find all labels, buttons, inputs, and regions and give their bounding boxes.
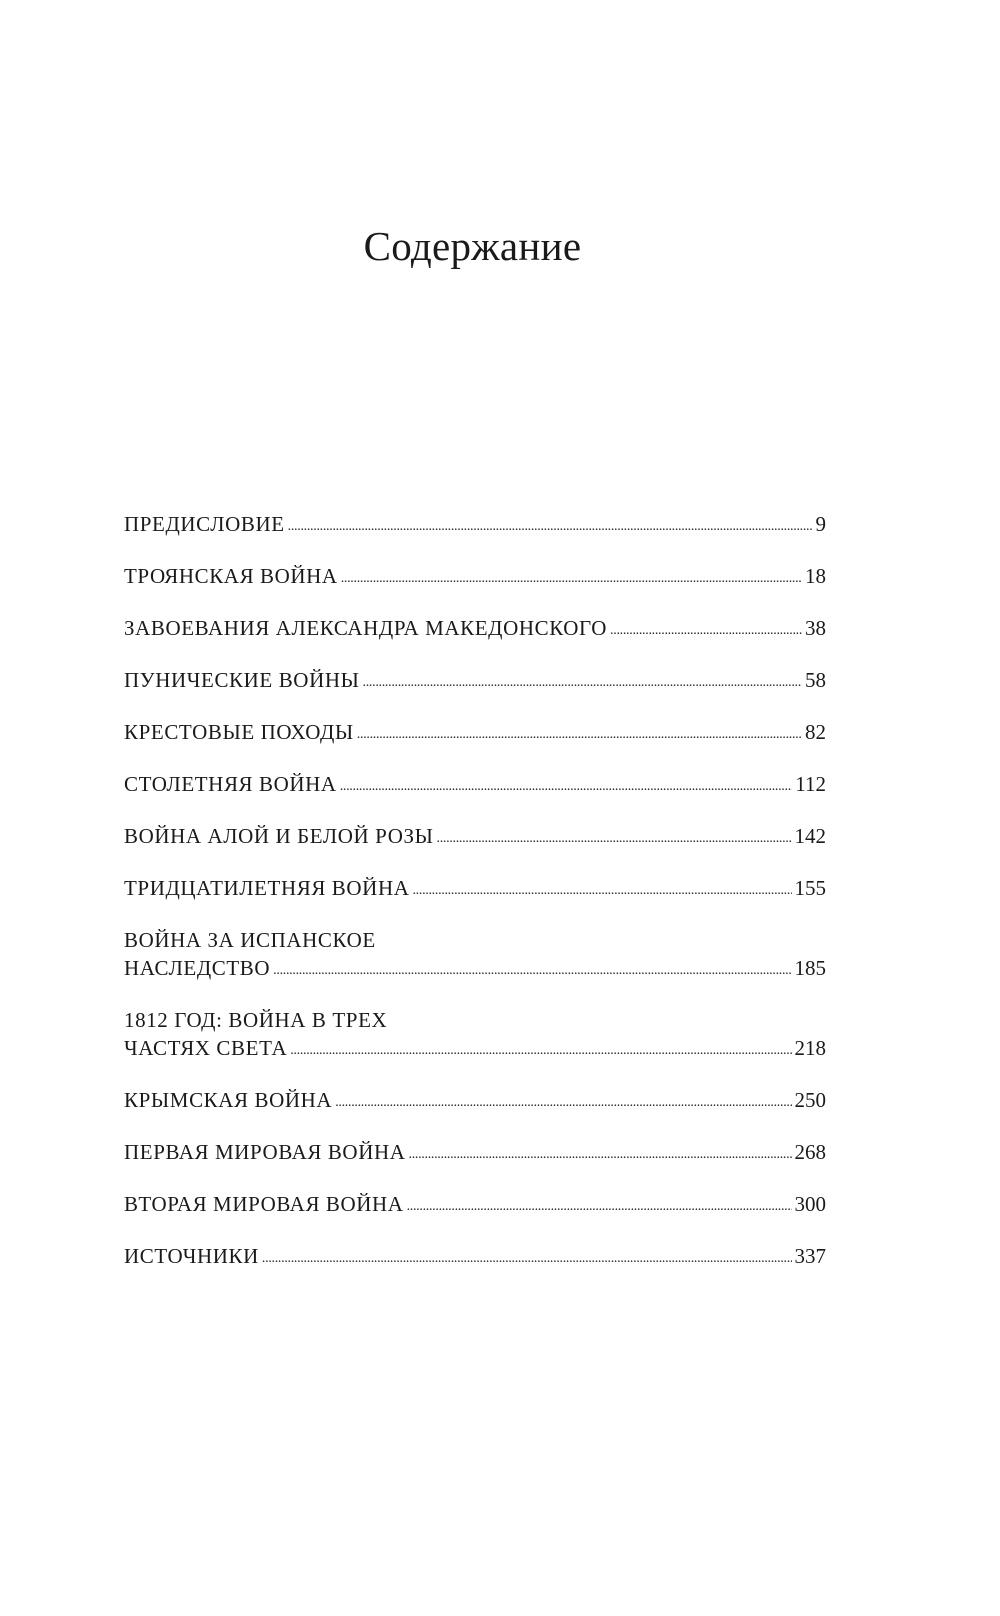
toc-entry-1812[interactable] <box>124 1006 826 1066</box>
toc-line <box>124 1138 826 1170</box>
toc-page-number: 18 <box>805 564 826 588</box>
toc-line <box>124 718 826 750</box>
toc-dot-leader <box>412 877 791 905</box>
toc-entry-title: ТРИДЦАТИЛЕТНЯЯ ВОЙНА <box>124 876 410 900</box>
toc-entry-preface[interactable] <box>124 510 826 542</box>
toc-entry-title-first-line: 1812 ГОД: ВОЙНА В ТРЕХ <box>124 1008 388 1032</box>
toc-entry-spanish-succession[interactable] <box>124 926 826 986</box>
toc-dot-leader <box>610 617 802 645</box>
toc-entry-hundred-years-war[interactable] <box>124 770 826 802</box>
toc-dot-leader <box>363 669 802 697</box>
toc-page-number: 218 <box>794 1036 826 1060</box>
toc-entry-title: ВОЙНА АЛОЙ И БЕЛОЙ РОЗЫ <box>124 824 434 848</box>
toc-line <box>124 562 826 594</box>
toc-page-number: 38 <box>805 616 826 640</box>
toc-entry-title: СТОЛЕТНЯЯ ВОЙНА <box>124 772 337 796</box>
toc-entry-title: ПУНИЧЕСКИЕ ВОЙНЫ <box>124 668 360 692</box>
toc-page-number: 58 <box>805 668 826 692</box>
toc-line <box>124 770 826 802</box>
toc-page-number: 155 <box>794 876 826 900</box>
toc-entry-title: ЧАСТЯХ СВЕТА <box>124 1036 288 1060</box>
page-title: Содержание <box>363 223 582 269</box>
toc-dot-leader <box>262 1245 792 1273</box>
toc-entry-title: ИСТОЧНИКИ <box>124 1244 259 1268</box>
toc-line <box>124 954 826 986</box>
toc-line <box>124 1242 826 1274</box>
toc-entry-title: ПЕРВАЯ МИРОВАЯ ВОЙНА <box>124 1140 406 1164</box>
toc-dot-leader <box>341 565 802 593</box>
toc-entry-sources[interactable] <box>124 1242 826 1274</box>
toc-entry-wars-of-the-roses[interactable] <box>124 822 826 854</box>
toc-line <box>124 1190 826 1222</box>
toc-page-number: 300 <box>794 1192 826 1216</box>
toc-line <box>124 614 826 646</box>
toc-line <box>124 510 826 542</box>
toc-entry-trojan-war[interactable] <box>124 562 826 594</box>
toc-entry-world-war-2[interactable] <box>124 1190 826 1222</box>
toc-page-number: 250 <box>794 1088 826 1112</box>
toc-entry-alexander-conquests[interactable] <box>124 614 826 646</box>
toc-entry-title: КРЫМСКАЯ ВОЙНА <box>124 1088 333 1112</box>
toc-entry-title: ТРОЯНСКАЯ ВОЙНА <box>124 564 338 588</box>
toc-entry-crusades[interactable] <box>124 718 826 750</box>
toc-dot-leader <box>290 1037 791 1065</box>
toc-entry-title: ЗАВОЕВАНИЯ АЛЕКСАНДРА МАКЕДОНСКОГО <box>124 616 608 640</box>
toc-line <box>124 1034 826 1066</box>
toc-page-number: 268 <box>794 1140 826 1164</box>
toc-entry-thirty-years-war[interactable] <box>124 874 826 906</box>
toc-line <box>124 666 826 698</box>
toc-entry-title-first-line: ВОЙНА ЗА ИСПАНСКОЕ <box>124 928 376 952</box>
toc-dot-leader <box>407 1193 792 1221</box>
toc-entry-title: ПРЕДИСЛОВИЕ <box>124 512 285 536</box>
toc-line <box>124 874 826 906</box>
toc-line <box>124 822 826 854</box>
toc-dot-leader <box>437 825 792 853</box>
toc-dot-leader <box>357 721 802 749</box>
toc-page-number: 9 <box>815 512 826 536</box>
toc-page-number: 82 <box>805 720 826 744</box>
toc-entry-world-war-1[interactable] <box>124 1138 826 1170</box>
toc-line <box>124 1086 826 1118</box>
toc-entry-crimean-war[interactable] <box>124 1086 826 1118</box>
toc-dot-leader <box>288 513 813 541</box>
toc-entry-title: ВТОРАЯ МИРОВАЯ ВОЙНА <box>124 1192 404 1216</box>
toc-entry-title: НАСЛЕДСТВО <box>124 956 271 980</box>
toc-page-number: 185 <box>794 956 826 980</box>
table-of-contents <box>124 510 826 1294</box>
toc-entry-punic-wars[interactable] <box>124 666 826 698</box>
toc-dot-leader <box>340 773 793 801</box>
toc-dot-leader <box>335 1089 791 1117</box>
toc-page-number: 142 <box>794 824 826 848</box>
toc-entry-title: КРЕСТОВЫЕ ПОХОДЫ <box>124 720 354 744</box>
toc-dot-leader <box>409 1141 792 1169</box>
toc-page-number: 112 <box>795 772 826 796</box>
toc-page-number: 337 <box>794 1244 826 1268</box>
toc-dot-leader <box>273 957 791 985</box>
